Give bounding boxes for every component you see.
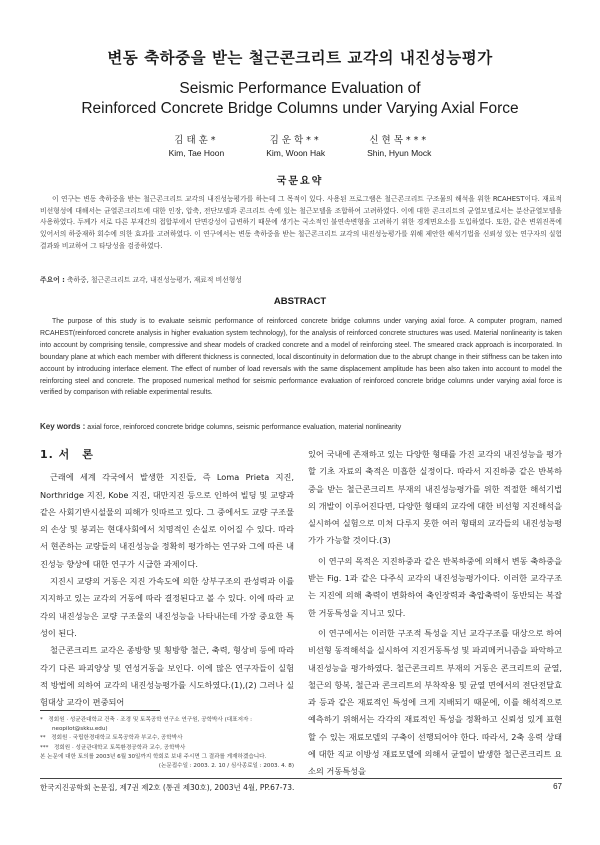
author-1: [169, 134, 225, 159]
author-3: [367, 134, 431, 159]
body-paragraph: 근래에 세계 각국에서 발생한 지진들, 즉 Loma Prieta 지진, Northridge 지진, Kobe 지진, 대만지진 등으로 인하여 빌딩 및 교량과 같은 사회기반시설물의 피해가 잇따르고 있다. 그 중에서도 교량 구조물의 손상 및 붕괴는 현대사회에서 치명적인 손실로 이어질 수 있다. 따라서 현존하는 교량들의 내진성능을 정확히 평가하는 연구와 그에 따른 내진성능 향상에 대한 연구가 시급한 과제이다.: [40, 472, 294, 569]
keywords-kr-label: 주요어 :: [40, 276, 65, 284]
author-name-english: Kim, Tae Hoon: [168, 148, 225, 158]
author-name-english: Kim, Woon Hak: [266, 148, 326, 158]
title-en-line-1: Seismic Performance Evaluation of: [179, 80, 421, 97]
keywords-en-text: axial force, reinforced concrete bridge columns, seismic performance evaluation, material nonlinearity: [87, 424, 402, 431]
footnote: ** 정회원 · 국립한경대학교 토목공학과 부교수, 공학박사: [40, 735, 183, 742]
body-paragraph: 이 연구의 목적은 지진하중과 같은 반복하중에 의해서 변동 축하중을 받는 Fig. 1과 같은 다주식 교각의 내진성능평가이다. 이러한 교각구조는 지진에 의해 축력이 변화하여 축인장력과 축압축력이 동반되는 복잡한 거동특성을 지니고 있다.: [308, 555, 562, 618]
footnote: *** 정회원 · 성균관대학교 토목환경공학과 교수, 공학박사: [40, 744, 186, 751]
journal-citation: 한국지진공학회 논문집, 제7권 제2호 (통권 제30호), 2003년 4월, PP.67-73.: [40, 783, 295, 792]
page-number: 67: [553, 782, 562, 791]
english-abstract: The purpose of this study is to evaluate seismic performance of reinforced concrete bridge columns under varying axial force. A computer program, named RCAHEST(reinforced concrete analysis in higher evaluation system technology), for the analysis of reinforced concrete structures was used. Material nonlinearity is taken into account by comprising tensile, compressive and shear models of cracked concrete and a model of reinforcing steel. The smeared crack approach is incorporated. In boundary plane at which each member with different thickness is connected, local discontinuity in deformation due to the abrupt change in their stiffness can be taken into account by introducing interface element. The effect of number of load reversals with the same displacement amplitude has been also taken into account to model the reinforcing steel and concrete. The proposed numerical method for seismic performance evaluation of reinforced concrete bridge columns under varying axial force is verified by comparison with reliable experimental results.: [40, 318, 562, 397]
footnote-divider: [40, 710, 160, 711]
paper-title-english: [0, 79, 600, 119]
body-paragraph: 이 연구에서는 이러한 구조적 특성을 지닌 교각구조를 대상으로 하여 비선형 동적해석을 실시하여 지진거동특성 및 파괴메커니즘을 파악하고 내진성능을 평가하였다. 철근콘크리트 부재의 거동은 콘크리트의 균열, 철근의 항복, 철근과 콘크리트의 부착작용 및 균열 면에서의 전단전달효과 등과 같은 재료적인 특성에 크게 지배되기 때문에, 이를 해석적으로 예측하기 위해서는 각각의 재료적인 특성을 정확하고 신뢰성 있게 표현할 수 있는 재료모델의 구축이 선행되어야 한다. 따라서, 2축 응력 상태에 대한 직교 이방성 재료모델에 의해서 균열이 발생한 철근콘크리트 요소의 거동특성을: [308, 627, 562, 777]
footnote: 본 논문에 대한 토의를 2003년 6월 30일까지 학회로 보내 주시면 그 결과를 게재하겠습니다.: [40, 753, 267, 760]
body-column-right: [308, 446, 562, 781]
keywords-kr-text: 축하중, 철근콘크리트 교각, 내진성능평가, 재료적 비선형성: [66, 276, 242, 284]
footnote: (논문접수일 : 2003. 2. 10 / 심사종료일 : 2003. 4. 8): [158, 763, 294, 770]
korean-keywords: [40, 274, 562, 284]
title-en-line-2: Reinforced Concrete Bridge Columns under Varying Axial Force: [81, 100, 519, 117]
paper-title-korean: 변동 축하중을 받는 철근콘크리트 교각의 내진성능평가: [107, 49, 493, 67]
body-paragraph: 지진시 교량의 거동은 지진 가속도에 의한 상부구조의 관성력과 이를 지지하고 있는 교각의 거동에 따라 결정된다고 볼 수 있다. 이에 따라 교각의 내진성능은 교량 구조물의 내진성능을 나타내는데 가장 중요한 특성이 된다.: [40, 576, 294, 638]
keywords-en-label: Key words :: [40, 422, 86, 431]
footnotes: [40, 716, 294, 771]
korean-abstract-heading: 국문요약: [276, 176, 324, 187]
english-abstract-heading: ABSTRACT: [273, 296, 327, 307]
english-keywords: [40, 422, 562, 431]
section-heading-introduction: 1. 서 론: [40, 448, 94, 461]
author-2: [266, 134, 325, 159]
author-name-english: Shin, Hyun Mock: [367, 148, 432, 158]
body-paragraph: 있어 국내에 존재하고 있는 다양한 형태를 가진 교각의 내진성능을 평가할 기초 자료의 축적은 미흡한 실정이다. 따라서 지진하중 같은 반복하중을 받는 철근콘크리트 부재의 내진성능평가를 위한 적절한 해석기법의 개발이 이루어진다면, 다양한 형태의 교각에 대한 비선형 지진해석을 실시하여 실험으로 미처 다루지 못한 여러 형태의 교각들의 내진성능평가가 가능할 것이다.(3): [308, 449, 562, 546]
body-paragraph: 철근콘크리트 교각은 종방향 및 횡방향 철근, 축력, 형상비 등에 따라 각기 다른 파괴양상 및 연성거동을 보인다. 이에 많은 연구자들이 실험적 방법에 의하여 교각의 내진성능평가를 시도하였다.(1),(2) 그러나 실험대상 교각이 편중되어: [40, 645, 294, 708]
author-list: [0, 134, 600, 159]
body-column-left: [40, 446, 294, 711]
author-name-korean: 김태훈*: [174, 135, 219, 146]
korean-abstract: 이 연구는 변동 축하중을 받는 철근콘크리트 교각의 내진성능평가를 하는데 그 목적이 있다. 사용된 프로그램은 철근콘크리트 구조물의 해석을 위한 RCAHEST이다. 재료적 비선형성에 대해서는 균열콘크리트에 대한 인장, 압축, 전단모델과 콘크리트 속에 있는 철근모델을 조합하여 고려하였다. 이에 대한 콘크리트의 균열모델로서는 분산균열모델을 사용하였다. 두께가 서로 다른 부재간의 접합부에서 단면강성이 급변하기 때문에 생기는 국소적인 불연속변형을 고려하기 위한 경계면요소를 도입하였다. 또한, 같은 변위진폭에 있어서의 하중재하 회수에 의한 효과를 고려하였다. 이 연구에서는 변동 축하중을 받는 철근콘크리트 교각의 내진성능평가를 위해 제안한 해석기법을 신뢰성 있는 연구자의 실험결과와 비교하여 그 타당성을 검증하였다.: [40, 195, 562, 250]
author-name-korean: 신현목***: [369, 135, 430, 146]
author-name-korean: 김운학**: [269, 135, 322, 146]
footnote: * 정회원 · 성균관대학교 건축 · 조경 및 토목공학 연구소 연구원, 공학박사 (대표저자 : neopilot@skku.edu): [40, 717, 253, 733]
footer-divider: [40, 778, 562, 779]
